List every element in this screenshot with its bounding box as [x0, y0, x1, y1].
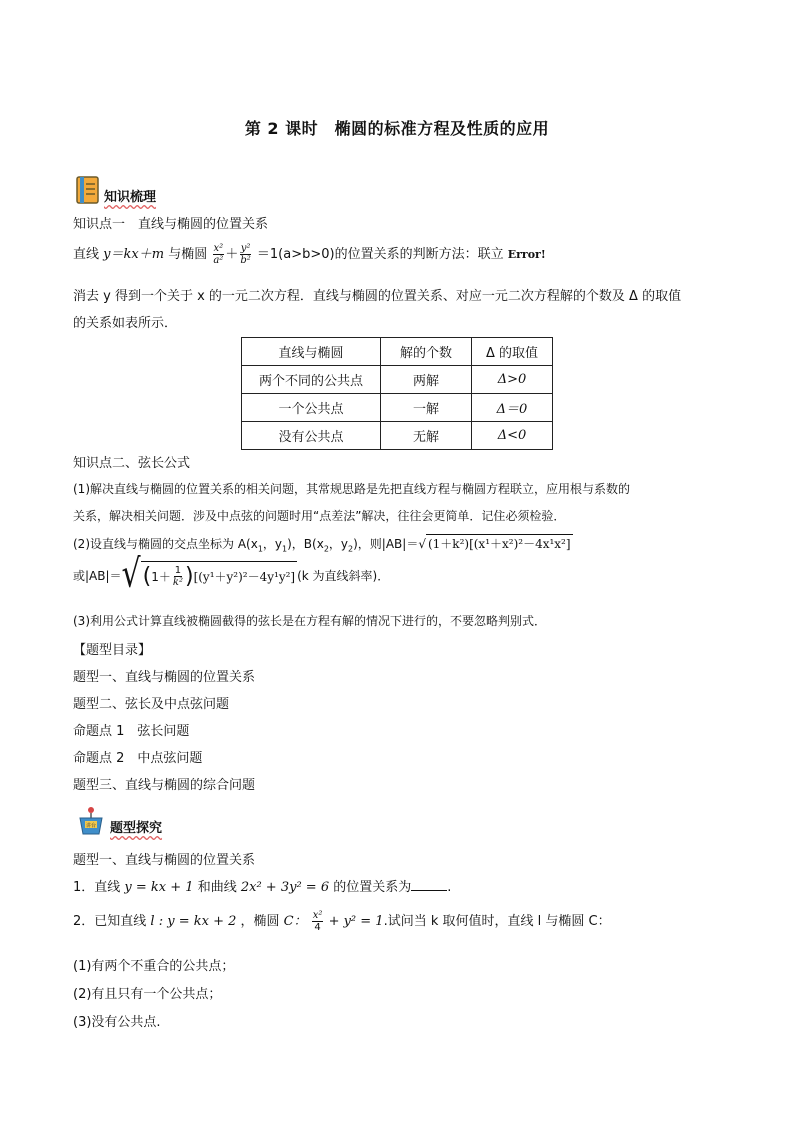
kp2-p3-sqrt-tail: [(y¹＋y²)²－4y¹y²]	[193, 570, 296, 584]
podium-badge-text: 讲台	[85, 823, 97, 829]
catalog-heading: 【题型目录】	[73, 643, 152, 658]
table-header-row	[242, 338, 553, 366]
q1-text-d: .	[447, 880, 452, 895]
catalog-item: 题型一、直线与椭圆的位置关系	[73, 670, 256, 685]
table-row	[242, 366, 553, 394]
answer-blank[interactable]	[411, 878, 447, 891]
kp2-p1-line1: (1)解决直线与椭圆的位置关系的相关问题，其常规思路是先把直线方程与椭圆方程联立，应用根与系数的	[73, 482, 631, 496]
table-row	[242, 422, 553, 450]
table-cell: 两个不同的公共点	[242, 366, 381, 394]
q1-text-b: 和曲线	[197, 880, 237, 895]
q2-text-c: C：	[283, 914, 307, 929]
kp2-p2-sqrt: (1＋k²)[(x¹＋x²)²－4x¹x²]	[426, 534, 573, 552]
kp2-heading: 知识点二、弦长公式	[73, 456, 191, 471]
podium-icon	[76, 806, 106, 836]
question-2	[73, 910, 611, 933]
kp2-p2-c: )，B(x	[287, 537, 324, 551]
page-title: 第 2 课时 椭圆的标准方程及性质的应用	[244, 119, 550, 138]
table-row	[242, 394, 553, 422]
catalog-item: 题型二、弦长及中点弦问题	[73, 697, 230, 712]
q1-text-a: 1．直线	[73, 880, 121, 895]
table-cell: Δ<0	[472, 422, 553, 450]
kp2-p3: 或|AB|＝ √ ( 1＋ $\frac{1}{\text{k²}}$ ) [(y¹＋y²)²－4y¹y²] (k 为直线斜率)．	[73, 551, 390, 598]
frac-y2-b2: $\frac{\text{y²}}{\text{b²}}$	[240, 243, 251, 266]
kp2-p2-d: ，y	[328, 537, 349, 551]
section-knowledge-header	[76, 175, 156, 205]
kp1-text-c: ＝1(a>b>0)的位置关系的判断方法：联立	[256, 247, 504, 262]
table-cell: Δ＝0	[472, 394, 553, 422]
table-cell: 两解	[381, 366, 472, 394]
catalog-item: 题型三、直线与椭圆的综合问题	[73, 778, 256, 793]
q1-text-c: 的位置关系为	[333, 880, 412, 895]
frac-x2-4: $\frac{\text{x²}}{4}$	[312, 910, 323, 933]
kp1-line3: 的关系如表所示．	[73, 316, 178, 331]
table-cell: 无解	[381, 422, 472, 450]
kp2-p2: (2)设直线与椭圆的交点坐标为 $A(x_1$，$y_1$)，$B(x_2$，$y_2$)，则|AB|＝√ (1＋k²)[(x¹＋x²)²－4x¹x²]	[73, 534, 573, 553]
sub-question-2: (2)有且只有一个公共点；	[73, 987, 222, 1002]
table-cell: Δ>0	[472, 366, 553, 394]
catalog-item: 命题点 1 弦长问题	[73, 724, 190, 739]
q1-line-eq: y = kx + 1	[124, 880, 194, 895]
section-explore-header	[76, 806, 162, 836]
book-icon	[76, 175, 100, 205]
kp2-p3-a: 或|AB|＝	[73, 568, 122, 583]
kp2-p2-b: ，y	[262, 537, 283, 551]
q1-curve-eq: 2x² + 3y² = 6	[240, 880, 330, 895]
kp2-p2-a: (2)设直线与椭圆的交点坐标为 A(x	[73, 537, 258, 551]
table-cell: 没有公共点	[242, 422, 381, 450]
q2-ellipse-eq: + y² = 1	[328, 914, 384, 929]
catalog-item: 命题点 2 中点弦问题	[73, 751, 203, 766]
q2-text-a: 2．已知直线	[73, 914, 147, 929]
sub-question-1: (1)有两个不重合的公共点；	[73, 959, 235, 974]
table-header-cell: 解的个数	[381, 338, 472, 366]
table-header-cell: 直线与椭圆	[242, 338, 381, 366]
q2-line-eq: l : y = kx + 2	[150, 914, 237, 929]
kp2-p1-line2: 关系，解决相关问题．涉及中点弦的问题时用“点差法”解决，往往会更简单．记住必须检验．	[73, 509, 566, 523]
section-knowledge-label: 知识梳理	[104, 190, 157, 205]
type1-heading: 题型一、直线与椭圆的位置关系	[73, 853, 256, 868]
kp2-p2-e: )，则|AB|＝	[353, 537, 419, 551]
q2-text-b: ，椭圆	[240, 914, 280, 929]
kp2-p3-b: (k 为直线斜率)．	[297, 568, 390, 583]
position-relation-table	[241, 337, 553, 450]
frac-x2-a2: $\frac{\text{x²}}{\text{a²}}$	[213, 243, 224, 266]
kp2-p4: (3)利用公式计算直线被椭圆截得的弦长是在方程有解的情况下进行的，不要忽略判别式．	[73, 614, 547, 628]
table-cell: 一个公共点	[242, 394, 381, 422]
table-header-cell: Δ 的取值	[472, 338, 553, 366]
sub-question-3: (3)没有公共点.	[73, 1015, 161, 1030]
kp1-line2: 消去 y 得到一个关于 x 的一元二次方程．直线与椭圆的位置关系、对应一元二次方程解的个数及 Δ 的取值	[73, 289, 682, 304]
kp1-error: Error!	[507, 248, 546, 261]
kp1-text-b: 与椭圆	[168, 247, 208, 262]
kp1-line1: 直线 y＝kx＋m 与椭圆 $\frac{\text{x²}}{\text{a²}}$ ＋ $\frac{\text{y²}}{\text{b²}}$ ＝1(a>b>0)的位置关系的判断方法：联立 Error!	[73, 243, 546, 266]
kp1-line-equation: y＝kx＋m	[103, 247, 165, 262]
question-1	[73, 876, 451, 895]
table-cell: 一解	[381, 394, 472, 422]
q2-text-e: .试问当 k 取何值时，直线 l 与椭圆 C：	[383, 914, 611, 929]
kp1-heading: 知识点一 直线与椭圆的位置关系	[73, 217, 269, 232]
section-explore-label: 题型探究	[110, 821, 163, 836]
kp1-text-a: 直线	[73, 247, 100, 262]
radical-sign: √	[121, 551, 141, 598]
